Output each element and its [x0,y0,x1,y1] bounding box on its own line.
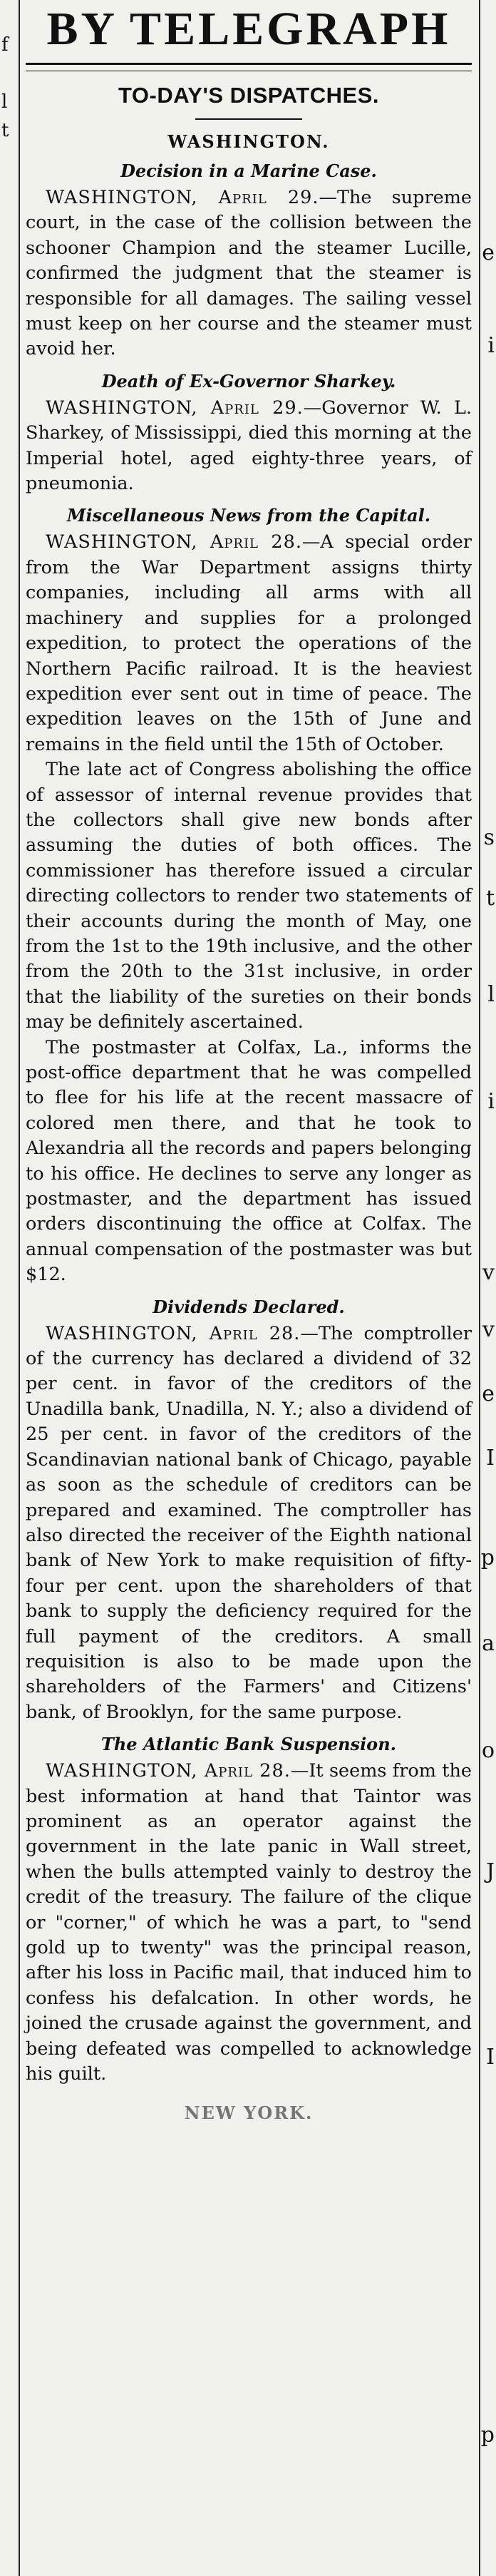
article-headline: The Atlantic Bank Suspension. [100,1734,396,1755]
paragraph-text: The postmaster at Colfax, La., informs the post-office department that he was compelled to flee for his life at the recent massacre of colored men there, and that he took to Alexandria all the records and papers belonging to his office. He declines to serve any longer as postmaster, and the department has issued orders discontinuing the office at Colfax. The annual compensation of the postmaster was but $12. [26,1036,472,1286]
right-edge-letter: i [487,333,495,358]
article-headline: Death of Ex-Governor Sharkey. [101,370,396,392]
right-edge-letter: I [486,1446,495,1471]
right-edge-letter: i [487,1089,495,1114]
article-headline: Dividends Declared. [153,1296,345,1317]
right-edge-letter: e [482,1381,495,1406]
article-paragraph [26,185,472,362]
paragraph-dateline: WASHINGTON, April 28. [46,531,302,553]
right-edge-letter: l [487,982,495,1007]
article-paragraph [26,396,472,497]
paragraph-dateline: WASHINGTON, April 29. [46,187,319,208]
masthead-rule [26,63,472,65]
article-marine-case [26,160,472,362]
right-edge-letter: e [482,240,495,265]
left-edge-letter: f [1,34,9,56]
article-sharkey-death [26,371,472,497]
paragraph-text: —It seems from the best information at hand that Taintor was prominent as an operator against the government in the late panic in Wall street, when the bulls attempted vainly to destroy the credit of the treasury. The failure of the clique or "corner," of which he was a part, to "send gold up to twenty" was the principal reason, after his loss in Pacific mail, that induced him to confess his defalcation. In other words, he joined the crusade against the government, and being defeated was compelled to acknowledge his guilt. [26,1760,472,2085]
right-edge-letter: o [481,1738,495,1763]
right-edge-letter: p [480,1545,495,1570]
paragraph-dateline: WASHINGTON, April 28. [46,1760,291,1782]
article-capital-news [26,505,472,1287]
article-atlantic-bank [26,1734,472,2087]
subtitle-rule [195,118,302,120]
next-section-heading: NEW YORK. [184,2102,314,2124]
paragraph-text: —The comptroller of the currency has declared a dividend of 32 per cent. in favor of the creditors of the Unadilla bank, Unadilla, N. Y.; also a dividend of 25 per cent. in favor of the creditors of the Scandinavian national bank of Chicago, payable as soon as the schedule of creditors can be prepared and examined. The comptroller has also directed the receiver of the Eighth national bank of New York to make requisition of fifty-four per cent. upon the shareholders of that bank to supply the deficiency required for the full payment of the creditors. A small requisition is also to be made upon the shareholders of the Farmers' and Citizens' bank, of Brooklyn, for the same purpose. [26,1322,472,1723]
paragraph-dateline: WASHINGTON, April 29. [46,397,304,419]
newspaper-column [26,0,472,2123]
article-headline: Decision in a Marine Case. [120,160,377,181]
masthead-subtitle: TO-DAY'S DISPATCHES. [118,83,379,108]
right-edge-letter: v [482,1260,495,1285]
article-paragraph [26,530,472,757]
left-edge-letter: l [1,91,8,113]
left-column-edge [0,0,20,2576]
article-paragraph [26,1759,472,2087]
right-edge-letter: I [486,2045,495,2070]
right-edge-letter: p [480,2423,495,2448]
right-edge-letter: J [485,1859,495,1884]
section-heading: WASHINGTON. [167,131,330,152]
article-paragraph [26,757,472,1035]
article-paragraph [26,1322,472,1726]
right-edge-letter: a [482,1631,495,1656]
paragraph-text: —A special order from the War Department assigns thirty companies, including all arms with all machinery and supplies for a prolonged expedition, to protect the operations of the Northern Pacific railroad. It is the heaviest expedition ever sent out in time of peace. The expedition leaves on the 15th of June and remains in the field until the 15th of October. [26,531,472,755]
right-edge-letter: t [485,886,495,911]
right-edge-letter: v [482,1317,495,1342]
right-edge-letter: s [483,825,495,850]
article-dividends [26,1297,472,1726]
paragraph-dateline: WASHINGTON, April 28. [46,1322,301,1344]
paragraph-text: —Governor W. L. Sharkey, of Mississippi, died this morning at the Imperial hotel, aged eighty-three years, of pneumonia. [26,397,472,495]
masthead-title: BY TELEGRAPH [46,3,451,55]
paragraph-text: The late act of Congress abolishing the office of assessor of internal revenue provides that the collectors shall give new bonds after assuming the duties of both offices. The commissioner has therefore issued a circular directing collectors to render two statements of their accounts during the month of May, one from the 1st to the 19th inclusive, and the other from the 20th to the 31st inclusive, in order that the liability of the sureties on their bonds may be definitely ascertained. [26,759,472,1033]
left-edge-letter: t [1,120,9,141]
article-paragraph [26,1036,472,1288]
right-column-edge [479,0,496,2576]
paragraph-text: —The supreme court, in the case of the collision between the schooner Champion and the steamer Lucille, confirmed the judgment that the steamer is responsible for all damages. The sailing vessel must keep on her course and the steamer must avoid her. [26,187,472,360]
article-headline: Miscellaneous News from the Capital. [66,505,431,526]
